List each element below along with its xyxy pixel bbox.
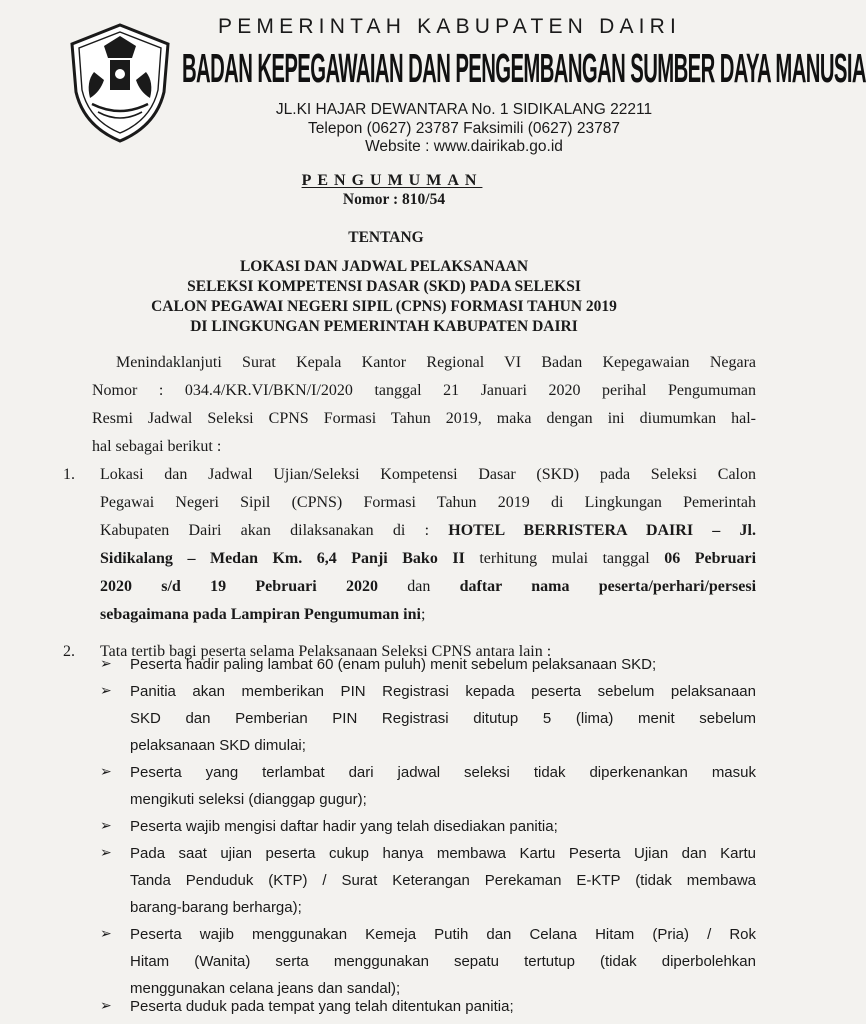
intro-line: hal sebagai berikut : <box>92 438 222 455</box>
arrow-bullet-icon: ➢ <box>100 927 112 942</box>
rule-line: Tanda Penduduk (KTP) / Surat Keterangan Perekaman E-KTP (tidak membawa <box>130 872 756 889</box>
arrow-bullet-icon: ➢ <box>100 765 112 780</box>
item-1-text: Kabupaten Dairi akan dilaksanakan di : <box>100 522 430 539</box>
intro-line: Resmi Jadwal Seleksi CPNS Formasi Tahun 2019, maka dengan ini diumumkan hal- <box>92 410 756 427</box>
arrow-bullet-icon: ➢ <box>100 819 112 834</box>
arrow-bullet-icon: ➢ <box>100 846 112 861</box>
start-date: 06 Pebruari <box>664 550 757 567</box>
venue-address: Sidikalang – Medan Km. 6,4 Panji Bako II <box>100 550 465 567</box>
rule-line: Peserta yang terlambat dari jadwal seleksi tidak diperkenankan masuk <box>130 764 756 781</box>
arrow-bullet-icon: ➢ <box>100 657 112 672</box>
rule-line: Peserta wajib mengisi daftar hadir yang telah disediakan panitia; <box>130 818 558 835</box>
government-name: PEMERINTAH KABUPATEN DAIRI <box>218 15 682 38</box>
arrow-bullet-icon: ➢ <box>100 999 112 1014</box>
rule-line: Peserta wajib menggunakan Kemeja Putih dan Celana Hitam (Pria) / Rok <box>130 926 756 943</box>
item-1-line: Lokasi dan Jadwal Ujian/Seleksi Kompetensi Dasar (SKD) pada Seleksi Calon <box>100 466 756 483</box>
rule-line: barang-barang berharga); <box>130 899 302 916</box>
item-number: 1. <box>63 466 75 483</box>
rule-line: Peserta hadir paling lambat 60 (enam puluh) menit sebelum pelaksanaan SKD; <box>130 656 657 673</box>
office-address: JL.KI HAJAR DEWANTARA No. 1 SIDIKALANG 22211 <box>275 101 653 118</box>
rule-line: Peserta duduk pada tempat yang telah ditentukan panitia; <box>130 998 514 1015</box>
rule-line: Hitam (Wanita) serta menggunakan sepatu tertutup (tidak diperbolehkan <box>130 953 756 970</box>
subject-line: CALON PEGAWAI NEGERI SIPIL (CPNS) FORMASI TAHUN 2019 <box>151 298 617 315</box>
rule-line: mengikuti seleksi (dianggap gugur); <box>130 791 367 808</box>
subject-line: DI LINGKUNGAN PEMERINTAH KABUPATEN DAIRI <box>190 318 578 335</box>
arrow-bullet-icon: ➢ <box>100 684 112 699</box>
end-date: 2020 s/d 19 Pebruari 2020 <box>100 578 378 595</box>
office-phone: Telepon (0627) 23787 Faksimili (0627) 23787 <box>308 120 620 137</box>
announcement-number: Nomor : 810/54 <box>342 191 446 208</box>
item-1-line: Pegawai Negeri Sipil (CPNS) Formasi Tahun 2019 di Lingkungan Pemerintah <box>100 494 756 511</box>
item-1-line <box>100 545 756 574</box>
item-1-text: ; <box>420 606 426 623</box>
rule-line: SKD dan Pemberian PIN Registrasi ditutup 5 (lima) menit sebelum <box>130 710 756 727</box>
item-2-intro: Tata tertib bagi peserta selama Pelaksanaan Seleksi CPNS antara lain : <box>100 643 552 660</box>
dairi-regency-emblem-icon <box>64 22 176 144</box>
intro-line: Menindaklanjuti Surat Kepala Kantor Regional VI Badan Kepegawaian Negara <box>116 354 756 371</box>
intro-line: Nomor : 034.4/KR.VI/BKN/I/2020 tanggal 21 Januari 2020 perihal Pengumuman <box>92 382 756 399</box>
item-1-text: dan <box>407 578 431 595</box>
announcement-about: TENTANG <box>348 229 424 246</box>
item-1-line <box>100 517 756 546</box>
item-1-text: terhitung mulai tanggal <box>479 550 650 567</box>
item-1-line <box>100 601 756 630</box>
rule-line: Pada saat ujian peserta cukup hanya membawa Kartu Peserta Ujian dan Kartu <box>130 845 756 862</box>
item-number: 2. <box>63 643 75 660</box>
participant-list-reference: daftar nama peserta/perhari/persesi <box>459 578 757 595</box>
announcement-heading: PENGUMUMAN <box>301 172 483 189</box>
subject-line: LOKASI DAN JADWAL PELAKSANAAN <box>239 258 529 275</box>
rule-line: menggunakan celana jeans dan sandal); <box>130 980 401 997</box>
item-1-line <box>100 573 756 602</box>
agency-name: BADAN KEPEGAWAIAN DAN PENGEMBANGAN SUMBER DAYA MANUSIA <box>182 45 866 91</box>
attachment-reference: sebagaimana pada Lampiran Pengumuman ini <box>100 606 421 623</box>
rule-line: pelaksanaan SKD dimulai; <box>130 737 306 754</box>
venue-name: HOTEL BERRISTERA DAIRI – Jl. <box>448 522 757 539</box>
rule-line: Panitia akan memberikan PIN Registrasi kepada peserta sebelum pelaksanaan <box>130 683 756 700</box>
subject-line: SELEKSI KOMPETENSI DASAR (SKD) PADA SELEKSI <box>187 278 581 295</box>
office-website: Website : www.dairikab.go.id <box>365 138 563 155</box>
